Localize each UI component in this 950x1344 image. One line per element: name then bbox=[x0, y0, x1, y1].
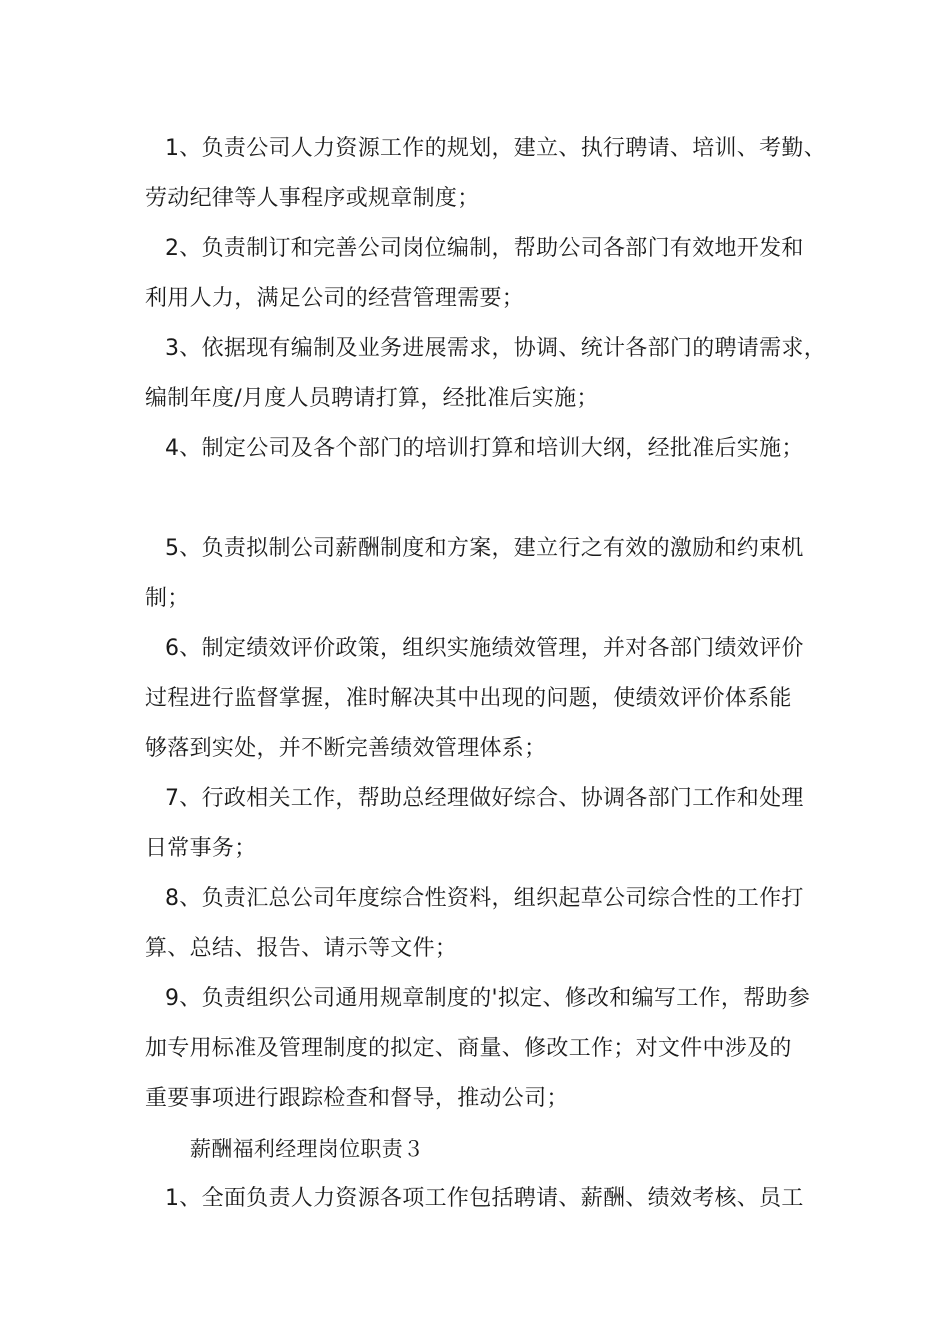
paragraph-line: 日常事务； bbox=[145, 836, 257, 861]
paragraph-line: 算、总结、报告、请示等文件； bbox=[145, 936, 458, 961]
paragraph-line: 3、依据现有编制及业务进展需求，协调、统计各部门的聘请需求， bbox=[165, 336, 826, 361]
paragraph-line: 8、负责汇总公司年度综合性资料，组织起草公司综合性的工作打 bbox=[165, 886, 804, 911]
paragraph-line: 6、制定绩效评价政策，组织实施绩效管理，并对各部门绩效评价 bbox=[165, 636, 804, 661]
paragraph-line: 1、全面负责人力资源各项工作包括聘请、薪酬、绩效考核、员工 bbox=[165, 1186, 804, 1211]
paragraph-line: 劳动纪律等人事程序或规章制度； bbox=[145, 186, 480, 211]
paragraph-line: 制； bbox=[145, 586, 190, 611]
paragraph-line: 够落到实处，并不断完善绩效管理体系； bbox=[145, 736, 547, 761]
paragraph-line: 1、负责公司人力资源工作的规划，建立、执行聘请、培训、考勤、 bbox=[165, 136, 826, 161]
paragraph-line: 加专用标准及管理制度的拟定、商量、修改工作；对文件中涉及的 bbox=[145, 1036, 792, 1061]
paragraph-line: 7、行政相关工作，帮助总经理做好综合、协调各部门工作和处理 bbox=[165, 786, 804, 811]
paragraph-line: 9、负责组织公司通用规章制度的'拟定、修改和编写工作，帮助参 bbox=[165, 986, 811, 1011]
paragraph-line: 5、负责拟制公司薪酬制度和方案，建立行之有效的激励和约束机 bbox=[165, 536, 804, 561]
section-heading: 薪酬福利经理岗位职责３ bbox=[190, 1137, 425, 1161]
paragraph-line: 重要事项进行跟踪检查和督导，推动公司； bbox=[145, 1086, 569, 1111]
paragraph-line: 2、负责制订和完善公司岗位编制，帮助公司各部门有效地开发和 bbox=[165, 236, 804, 261]
paragraph-line: 4、制定公司及各个部门的培训打算和培训大纲，经批准后实施； bbox=[165, 436, 804, 461]
paragraph-line: 利用人力，满足公司的经营管理需要； bbox=[145, 286, 525, 311]
paragraph-line: 过程进行监督掌握，准时解决其中出现的问题，使绩效评价体系能 bbox=[145, 686, 792, 711]
paragraph-line: 编制年度/月度人员聘请打算，经批准后实施； bbox=[145, 386, 599, 411]
